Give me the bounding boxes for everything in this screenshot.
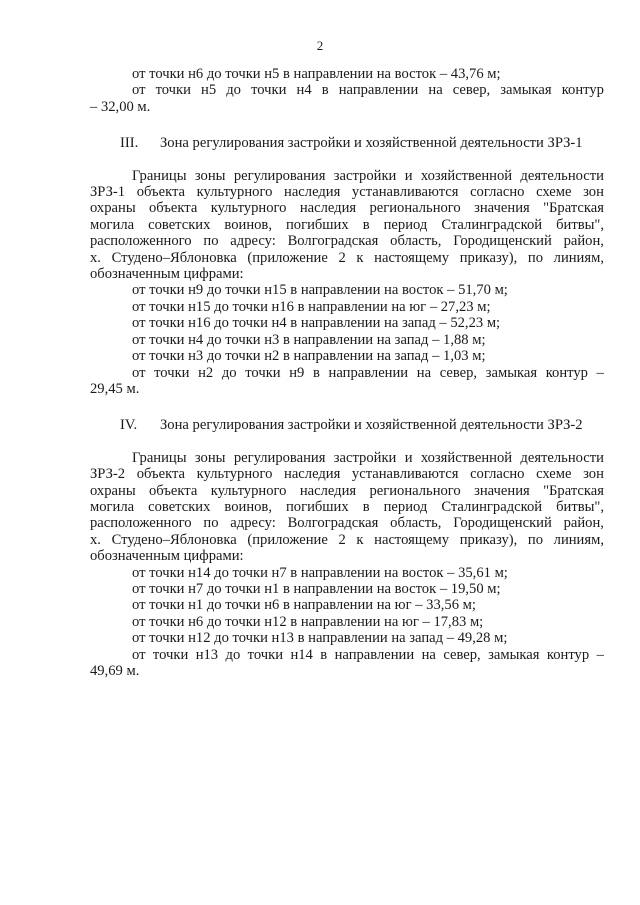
word: н2 [198, 364, 214, 381]
word: ЗРЗ-2 [90, 466, 126, 483]
word: культурного [210, 482, 287, 499]
s4-p-line-2 [90, 483, 604, 499]
word: 2 [338, 531, 346, 548]
word: хозяйственной [420, 449, 513, 466]
s4-p-line-4 [90, 515, 604, 531]
word: деятельности [520, 449, 604, 466]
word: до [221, 364, 237, 381]
word: н13 [195, 646, 219, 663]
word: период [383, 216, 428, 233]
word: х. [90, 249, 101, 266]
s3-p-line-5 [90, 250, 604, 266]
word: регулирования [233, 449, 326, 466]
word: Городищенский [453, 233, 552, 250]
intro-line-3: – 32,00 м. [90, 98, 151, 115]
word: приказу), [459, 249, 518, 266]
word: линиям, [553, 531, 604, 548]
word: объекта [136, 184, 186, 201]
word: в [362, 216, 370, 233]
word: н9 [289, 364, 305, 381]
s4-item-4: от точки н12 до точки н13 в направлении на запад – 49,28 м; [132, 630, 508, 647]
s4-item-2: от точки н1 до точки н6 в направлении на юг – 33,56 м; [132, 597, 476, 614]
word: и [404, 167, 413, 184]
word: н14 [290, 646, 313, 663]
s3-item-4: от точки н3 до точки н2 в направлении на запад – 1,03 м; [132, 348, 486, 365]
word: х. [90, 531, 101, 548]
word: объекта [136, 466, 186, 483]
word: Студено–Яблоновка [111, 249, 237, 266]
word: настоящему [374, 249, 450, 266]
word: зоны [194, 449, 226, 466]
word: наследия [284, 466, 341, 483]
word: воинов, [224, 498, 272, 515]
s3-item-last [90, 365, 604, 381]
word: Сталинградской [441, 498, 543, 515]
word: контур [546, 646, 590, 663]
word: ЗРЗ-1 [90, 184, 126, 201]
word: регулирования [233, 167, 326, 184]
word: настоящему [374, 531, 450, 548]
s4-p-line-6: обозначенным цифрами: [90, 548, 244, 565]
s4-p-line-5 [90, 532, 604, 548]
word: (приложение [247, 249, 328, 266]
word: по [203, 515, 219, 532]
s4-item-1: от точки н7 до точки н1 в направлении на восток – 19,50 м; [132, 580, 501, 597]
word: – [596, 646, 604, 663]
s4-p-line-3 [90, 499, 604, 515]
word: контур [561, 82, 604, 99]
word: регионального [369, 482, 461, 499]
word: деятельности [520, 167, 604, 184]
word: район, [563, 233, 604, 250]
word: на [428, 82, 443, 99]
word: приказу), [459, 531, 518, 548]
word: Студено–Яблоновка [111, 531, 237, 548]
s4-p-line-1 [90, 466, 604, 482]
word: расположенного [90, 233, 192, 250]
s3-p-line-0 [90, 168, 604, 184]
word: на [416, 364, 432, 381]
word: н5 [201, 82, 217, 99]
section-4-paragraph [90, 450, 604, 680]
word: охраны [90, 200, 136, 217]
word: битвы", [556, 216, 604, 233]
word: замыкая [488, 646, 540, 663]
word: зоны [194, 167, 226, 184]
word: точки [152, 646, 189, 663]
word: зон [583, 184, 604, 201]
word: Волгоградская [287, 233, 379, 250]
word: культурного [196, 466, 273, 483]
section-4-heading [90, 417, 604, 433]
section-3-number: III. [120, 135, 139, 152]
word: север, [439, 364, 478, 381]
word: к [356, 249, 364, 266]
s3-item-3: от точки н4 до точки н3 в направлении на запад – 1,88 м; [132, 331, 486, 348]
section-3-paragraph [90, 168, 604, 398]
word: замыкая [485, 364, 538, 381]
word: район, [563, 515, 604, 532]
intro-line-2 [90, 82, 604, 98]
word: линиям, [553, 249, 604, 266]
word: Границы [132, 167, 187, 184]
word: север, [452, 82, 491, 99]
word: объекта [149, 200, 198, 217]
s3-item-last-end: 29,45 м. [90, 380, 140, 397]
word: – [596, 364, 604, 381]
word: схеме [536, 466, 572, 483]
word: могила [90, 216, 135, 233]
word: Сталинградской [441, 216, 543, 233]
word: наследия [299, 200, 357, 217]
word: адресу: [230, 233, 276, 250]
word: направлении [328, 364, 409, 381]
word: устанавливаются [351, 466, 459, 483]
word: объекта [149, 482, 198, 499]
word: 2 [338, 249, 346, 266]
word: точки [247, 646, 284, 663]
section-3-heading [90, 135, 604, 151]
document-body [90, 66, 604, 679]
word: регионального [369, 200, 461, 217]
word: и [404, 449, 413, 466]
word: советских [148, 216, 211, 233]
word: воинов, [224, 216, 272, 233]
word: на [421, 646, 436, 663]
word: к [356, 531, 364, 548]
word: наследия [284, 184, 341, 201]
word: согласно [470, 466, 525, 483]
word: по [527, 249, 544, 266]
s3-p-line-3 [90, 217, 604, 233]
intro-line-1: от точки н6 до точки н5 в направлении на восток – 43,76 м; [132, 66, 501, 82]
word: зон [583, 466, 604, 483]
s4-item-0: от точки н14 до точки н7 в направлении на восток – 35,61 м; [132, 564, 508, 581]
word: культурного [210, 200, 287, 217]
word: направлении [338, 82, 419, 99]
word: расположенного [90, 515, 192, 532]
word: культурного [196, 184, 273, 201]
word: "Братская [543, 482, 604, 499]
s3-p-line-2 [90, 200, 604, 216]
word: наследия [299, 482, 357, 499]
word: погибших [285, 498, 349, 515]
word: точки [155, 82, 191, 99]
word: в [320, 646, 328, 663]
s4-item-last [90, 647, 604, 663]
word: в [321, 82, 329, 99]
word: (приложение [247, 531, 328, 548]
page-number: 2 [316, 38, 324, 53]
word: период [383, 498, 428, 515]
word: Волгоградская [287, 515, 379, 532]
word: по [203, 233, 219, 250]
word: от [132, 364, 146, 381]
word: направлении [334, 646, 415, 663]
s3-item-2: от точки н16 до точки н4 в направлении на запад – 52,23 м; [132, 315, 501, 332]
s4-p-line-0 [90, 450, 604, 466]
word: точки [154, 364, 190, 381]
word: охраны [90, 482, 136, 499]
word: хозяйственной [420, 167, 513, 184]
word: застройки [333, 449, 397, 466]
s3-p-line-6: обозначенным цифрами: [90, 266, 244, 283]
word: Границы [132, 449, 187, 466]
word: точки [245, 364, 281, 381]
word: "Братская [543, 200, 604, 217]
word: схеме [536, 184, 572, 201]
section-4-title: Зона регулирования застройки и хозяйственной деятельности ЗРЗ-2 [160, 417, 583, 434]
word: н4 [296, 82, 312, 99]
word: адресу: [230, 515, 276, 532]
s3-p-line-4 [90, 233, 604, 249]
s3-p-line-1 [90, 184, 604, 200]
word: от [132, 646, 146, 663]
section-4-number: IV. [120, 417, 138, 434]
word: точки [251, 82, 287, 99]
word: битвы", [556, 498, 604, 515]
word: застройки [333, 167, 397, 184]
word: значения [474, 482, 530, 499]
word: значения [474, 200, 530, 217]
word: контур [545, 364, 588, 381]
word: до [226, 82, 241, 99]
word: область, [390, 515, 442, 532]
word: Городищенский [453, 515, 552, 532]
word: север, [443, 646, 481, 663]
word: по [527, 531, 544, 548]
word: советских [148, 498, 211, 515]
word: замыкая [500, 82, 552, 99]
section-3-title: Зона регулирования застройки и хозяйственной деятельности ЗРЗ-1 [160, 135, 583, 152]
word: устанавливаются [351, 184, 459, 201]
s3-item-0: от точки н9 до точки н15 в направлении на восток – 51,70 м; [132, 282, 508, 299]
word: область, [390, 233, 442, 250]
s3-item-1: от точки н15 до точки н16 в направлении на юг – 27,23 м; [132, 298, 491, 315]
word: в [362, 498, 370, 515]
word: погибших [285, 216, 349, 233]
word: согласно [470, 184, 525, 201]
s4-item-3: от точки н6 до точки н12 в направлении на юг – 17,83 м; [132, 613, 484, 630]
word: в [313, 364, 320, 381]
word: от [132, 82, 146, 99]
s4-item-last-end: 49,69 м. [90, 663, 140, 679]
word: до [225, 646, 241, 663]
word: могила [90, 498, 135, 515]
